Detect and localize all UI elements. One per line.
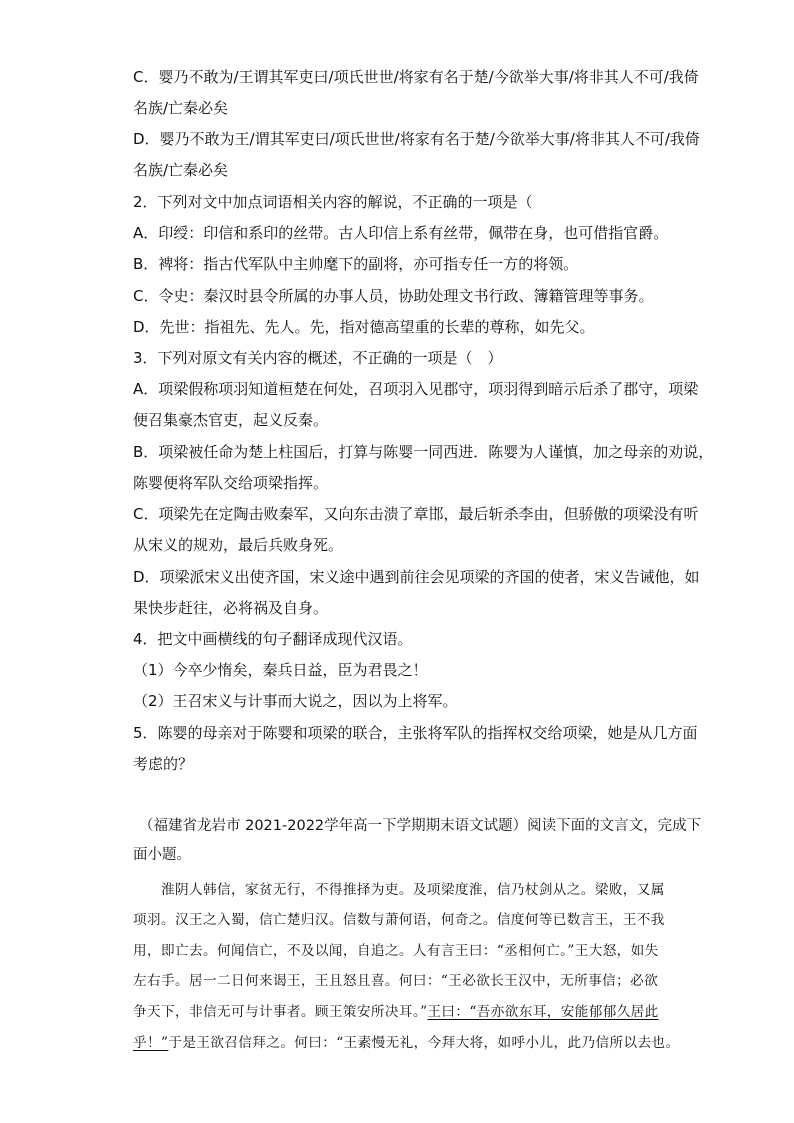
passage-line [133,910,665,930]
passage-line [133,880,665,900]
passage-line [133,1002,659,1022]
text-line: 4．把文中画横线的句子翻译成现代汉语。 [133,630,413,648]
text-line: 从宋义的规劝，最后兵败身死。 [133,536,344,554]
text-line: A．印绶：印信和系印的丝带。古人印信上系有丝带，佩带在身，也可借指官爵。 [133,224,669,242]
passage-text: 淮阴人韩信，家贫无行，不得推择为吏。及项梁度淮，信乃杖剑从之。梁败，又属 [133,882,665,898]
text-line: B．裨将：指古代军队中主帅麾下的副将，亦可指专任一方的将领。 [133,255,579,273]
text-line: （2）王召宋义与计事而大说之，因以为上将军。 [133,692,458,710]
text-line: C．婴乃不敢为/王谓其军吏曰/项氏世世/将家有名于楚/今欲举大事/将非其人不可/我倚 [133,68,699,86]
text-line: A．项梁假称项羽知道桓楚在何处，召项羽入见郡守，项羽得到暗示后杀了郡守，项梁 [133,380,699,398]
text-line: 陈婴便将军队交给项梁指挥。 [133,474,329,492]
passage-line [133,971,658,991]
text-line: D．项梁派宋义出使齐国，宋义途中遇到前往会见项梁的齐国的使者，宋义告诫他，如 [133,568,700,586]
passage-text: 左右手。居一二日何来谒王，王且怒且喜。何曰：“王必欲长王汉中，无所事信；必欲 [133,973,659,989]
passage-text: 用，即亡去。何闻信亡，不及以闻，自追之。人有言王曰：“丞相何亡。”王大怒，如失 [133,943,659,959]
text-line: B．项梁被任命为楚上柱国后，打算与陈婴一同西进．陈婴为人谨慎，加之母亲的劝说， [133,443,714,461]
text-line: 便召集豪杰官吏，起义反秦。 [133,411,329,429]
text-line: 2．下列对文中加点词语相关内容的解说，不正确的一项是（ [133,193,533,211]
text-line: D．先世：指祖先、先人。先，指对德高望重的长辈的尊称，如先父。 [133,318,595,336]
text-line: 名族/亡秦必矣 [133,99,229,117]
passage-text: 争天下，非信无可与计事者。顾王策安所决耳。” [133,1004,428,1020]
source-note-continued: 面小题。 [133,847,191,863]
text-line: D．婴乃不敢为王/谓其军吏曰/项氏世世/将家有名于楚/今欲举大事/将非其人不可/我倚 [133,130,700,148]
text-line: C．令史：秦汉时县令所属的办事人员，协助处理文书行政、簿籍管理等事务。 [133,287,654,305]
text-line: （1）今卒少惰矣，秦兵日益，臣为君畏之！ [133,661,428,679]
text-line: 3．下列对原文有关内容的概述，不正确的一项是（ ） [133,349,503,367]
text-line: 果快步赶往，必将祸及自身。 [133,599,329,617]
passage-line [133,1033,679,1053]
underlined-sentence: 乎！” [133,1035,169,1051]
text-line: C．项梁先在定陶击败秦军，又向东击溃了章邯，最后斩杀李由，但骄傲的项梁没有听 [133,505,699,523]
text-line: 名族/亡秦必矣 [133,161,229,179]
source-note: （福建省龙岩市 2021-2022学年高一下学期期末语文试题）阅读下面的文言文，完成下 [139,818,702,834]
passage-text: 项羽。汉王之入蜀，信亡楚归汉。信数与萧何语，何奇之。信度何等已数言王，王不我 [133,912,665,928]
text-line: 5．陈婴的母亲对于陈婴和项梁的联合，主张将军队的指挥权交给项梁，她是从几方面 [133,724,698,742]
text-line: 考虑的？ [133,755,194,773]
passage-line [133,941,659,961]
underlined-sentence: 王曰：“吾亦欲东耳，安能郁郁久居此 [427,1004,659,1020]
passage-text: 于是王欲召信拜之。何曰：“王素慢无礼，今拜大将，如呼小儿，此乃信所以去也。 [168,1035,680,1051]
